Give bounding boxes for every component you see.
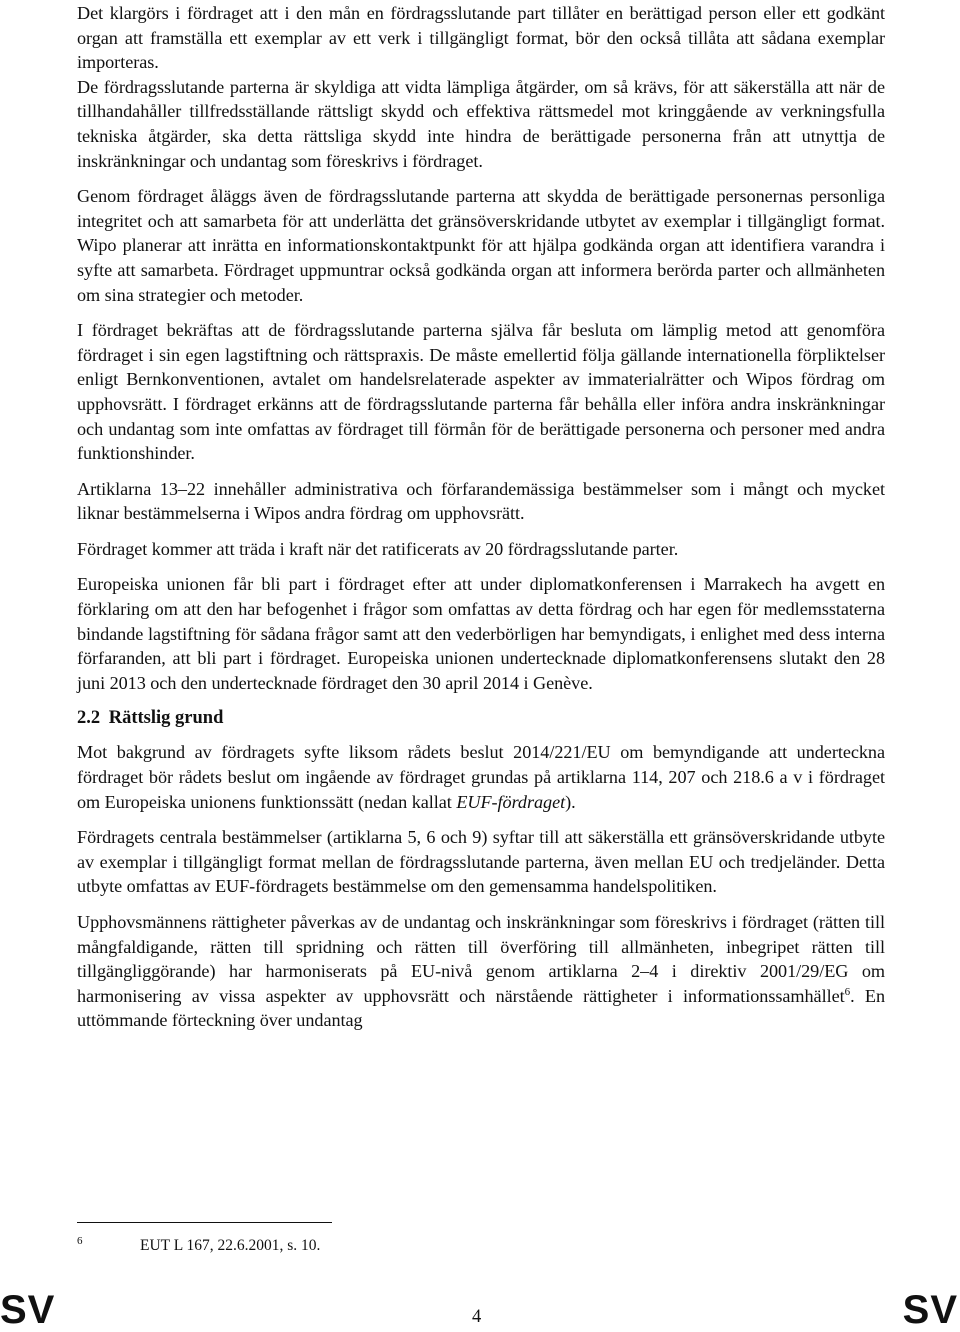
document-page [77, 0, 885, 1033]
legal-basis-end: ). [565, 791, 576, 812]
paragraph-eu-party: Europeiska unionen får bli part i fördraget efter att under diplomatkonferensen i Marrakech ha avgett en förklaring om att den har befogenhet i frågor som omfattas av detta fördrag och har egen för medlemsstaterna bindande lagstiftning för sådana frågor samt att den vederbörligen har bemyndigats, i enlighet med dess interna förfaranden, att bli part i fördraget. Europeiska unionen undertecknade diplomatkonferensens slutakt den 28 juni 2013 och den undertecknade fördraget den 30 april 2014 i Genève. [77, 574, 885, 693]
euf-treaty-abbrev: EUF-fördraget [456, 791, 566, 812]
footnote-reference[interactable]: 6 [844, 985, 851, 998]
paragraph-entry-into-force: Fördraget kommer att träda i kraft när det ratificerats av 20 fördragsslutande parter. [77, 538, 679, 559]
paragraph-articles-13-22: Artiklarna 13–22 innehåller administrativa och förfarandemässiga bestämmelser som i mångt och mycket liknar bestämmelserna i Wipos andra fördrag om upphovsrätt. [77, 478, 885, 524]
page-number: 4 [472, 1307, 482, 1327]
authors-rights-text: Upphovsmännens rättigheter påverkas av de undantag och inskränkningar som föreskrivs i fördraget (rätten till mångfaldigande, rätten till spridning och rätten till överföring till allmänheten, inbegripet rätten till tillgängliggörande) har harmoniserats på EU-nivå genom artiklarna 2–4 i direktiv 2001/29/EG om harmonisering av vissa aspekter av upphovsrätt och närstående rättigheter i informationssamhället [77, 912, 885, 1006]
paragraph-technical-measures: De fördragsslutande parterna är skyldiga att vidta lämpliga åtgärder, om så krävs, för att säkerställa att när de tillhandahåller tillfredsställande rättsligt skydd och effektiva rättsmedel mot kringgående av verkningsfulla tekniska åtgärder, ska detta rättsliga skydd inte hindra de berättigade personerna från att utnyttja de inskränkningar och undantag som föreskrivs i fördraget. [77, 76, 885, 171]
paragraph-privacy-cooperation: Genom fördraget åläggs även de fördragsslutande parterna att skydda de berättigade personernas personliga integritet och att samarbeta för att underlätta det gränsöverskridande utbytet av exemplar i tillgängligt format. Wipo planerar att inrätta en informationskontaktpunkt för att hjälpa godkända organ att identifiera varandra i syfte att samarbeta. Fördraget uppmuntrar också godkända organ att informera berörda parter och allmänheten om sina strategier och metoder. [77, 186, 885, 305]
paragraph-authors-rights [77, 910, 885, 1033]
section-title: Rättslig grund [108, 708, 224, 729]
paragraph-implementation: I fördraget bekräftas att de fördragsslutande parterna själva får besluta om lämplig metod att genomföra fördraget i sin egen lagstiftning och rättspraxis. De måste emellertid följa gällande internationella förpliktelser enligt Bernkonventionen, avtalet om handelsrelaterade aspekter av immaterialrätter och Wipos fördrag om upphovsrätt. I fördraget erkänns att de fördragsslutande parterna får behålla eller införa andra inskränkningar och undantag som inte omfattas av fördraget till förmån för de berättigade personerna och personer med andra funktionshinder. [77, 320, 885, 464]
paragraph-import: Det klargörs i fördraget att i den mån en fördragsslutande part tillåter en berättigad person eller ett godkänt organ att framställa ett exemplar av ett verk i tillgängligt format, bör den också tillåta att sådana exemplar importeras. [77, 3, 885, 73]
legal-basis-text: Mot bakgrund av fördragets syfte liksom rådets beslut 2014/221/EU om bemyndigande att underteckna fördraget bör rådets beslut om ingående av fördraget grundas på artiklarna 114, 207 och 218.6 a v i fördraget om Europeiska unionens funktionssätt (nedan kallat [77, 742, 885, 812]
paragraph-legal-basis [77, 740, 885, 814]
footer-language-right: SV [902, 1288, 958, 1332]
footnote-text: EUT L 167, 22.6.2001, s. 10. [140, 1237, 321, 1254]
paragraph-commercial-policy: Fördragets centrala bestämmelser (artiklarna 5, 6 och 9) syftar till att säkerställa ett gränsöverskridande utbyte av exemplar i tillgängligt format mellan de fördragsslutande parterna, även mellan EU och tredjeländer. Detta utbyte omfattas av EUF-fördragets bestämmelse om den gemensamma handelspolitiken. [77, 827, 885, 897]
footer-language-left: SV [0, 1288, 56, 1332]
footnote-number: 6 [77, 1235, 83, 1247]
section-heading [77, 706, 885, 730]
footnote-separator [77, 1222, 332, 1223]
section-number: 2.2 [77, 708, 101, 729]
authors-rights-continuation: . En uttömmande förteckning över undantag [77, 985, 885, 1031]
